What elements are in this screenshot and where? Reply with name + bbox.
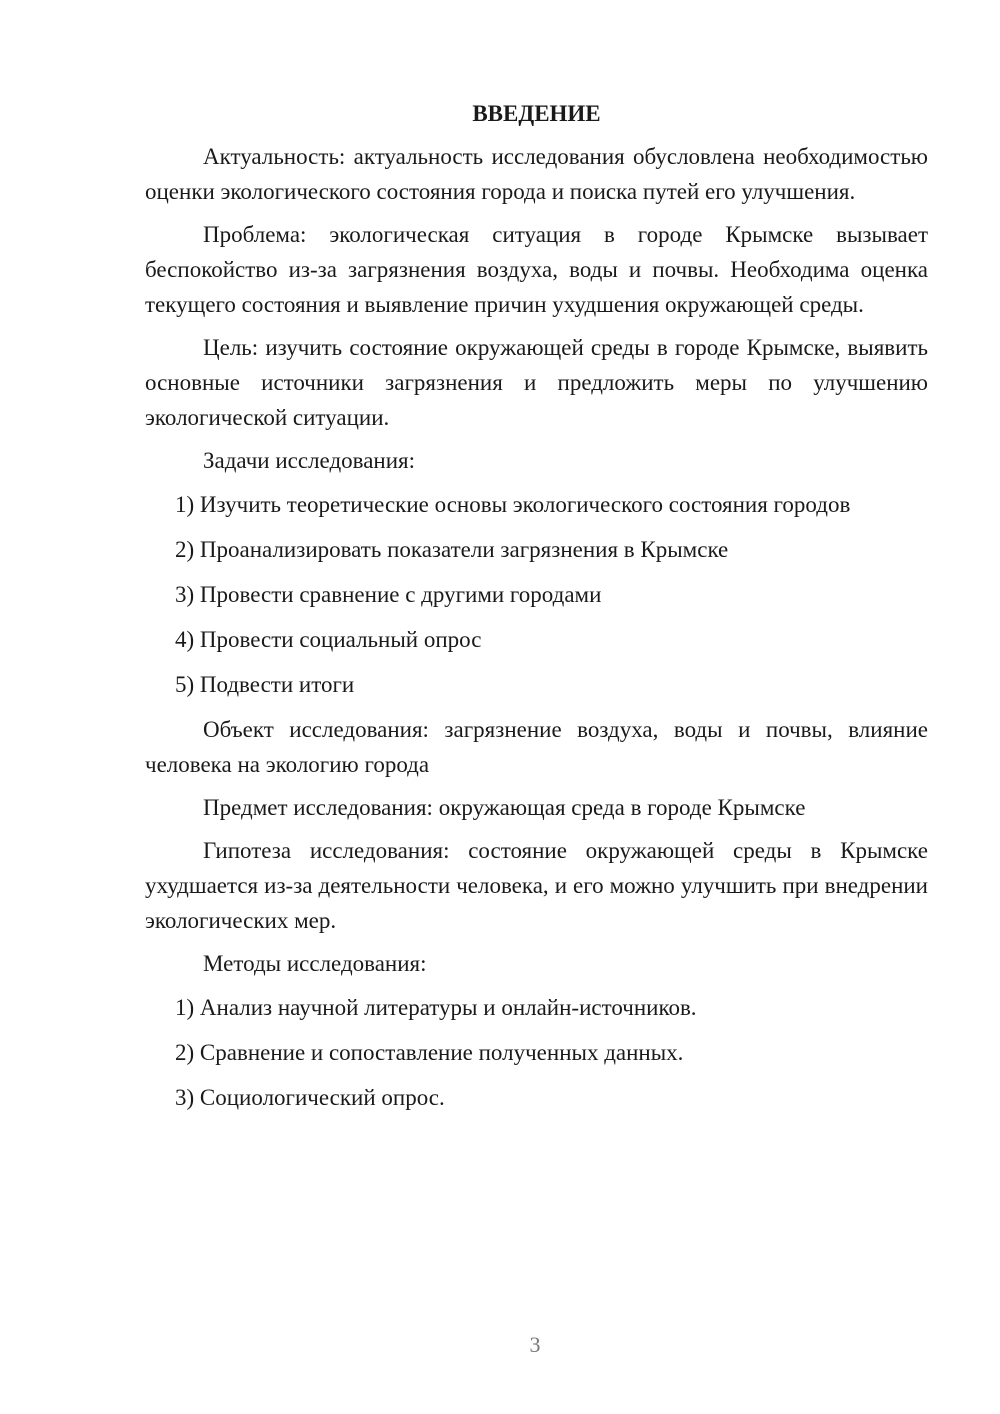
tasks-list [145, 487, 928, 702]
list-item: 5) Подвести итоги [175, 672, 355, 697]
methods-list [145, 990, 928, 1115]
list-item: 1) Изучить теоретические основы экологического состояния городов [175, 492, 851, 517]
tasks-heading: Задачи исследования: [203, 448, 416, 473]
object-paragraph: Объект исследования: загрязнение воздуха, воды и почвы, влияние человека на экологию города [145, 717, 928, 777]
list-item: 4) Провести социальный опрос [175, 627, 482, 652]
page-content [145, 96, 928, 1125]
subject-paragraph: Предмет исследования: окружающая среда в городе Крымске [203, 795, 806, 820]
list-item: 3) Социологический опрос. [175, 1085, 445, 1110]
page-number: 3 [529, 1332, 541, 1357]
relevance-paragraph: Актуальность: актуальность исследования обусловлена необходимостью оценки экологического состояния города и поиска путей его улучшения. [145, 144, 928, 204]
list-item: 2) Сравнение и сопоставление полученных данных. [175, 1040, 684, 1065]
list-item: 2) Проанализировать показатели загрязнения в Крымске [175, 537, 729, 562]
goal-paragraph: Цель: изучить состояние окружающей среды в городе Крымске, выявить основные источники загрязнения и предложить меры по улучшению экологической ситуации. [145, 335, 928, 430]
methods-heading: Методы исследования: [203, 951, 427, 976]
page-title: ВВЕДЕНИЕ [472, 101, 601, 126]
list-item: 3) Провести сравнение с другими городами [175, 582, 602, 607]
list-item: 1) Анализ научной литературы и онлайн-источников. [175, 995, 697, 1020]
problem-paragraph: Проблема: экологическая ситуация в городе Крымске вызывает беспокойство из-за загрязнения воздуха, воды и почвы. Необходима оценка текущего состояния и выявление причин ухудшения окружающей среды. [145, 222, 928, 317]
hypothesis-paragraph: Гипотеза исследования: состояние окружающей среды в Крымске ухудшается из-за деятельности человека, и его можно улучшить при внедрении экологических мер. [145, 838, 928, 933]
